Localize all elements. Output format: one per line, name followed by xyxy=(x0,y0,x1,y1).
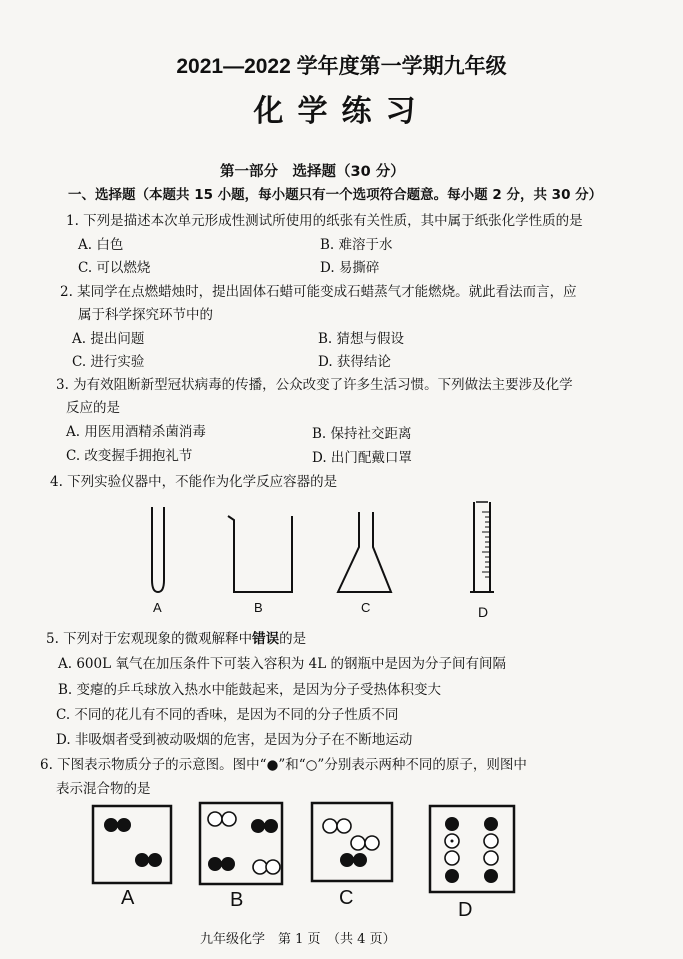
option-b: B. 变瘪的乒乓球放入热水中能鼓起来，是因为分子受热体积变大 xyxy=(58,682,442,698)
option-b: B. 难溶于水 xyxy=(320,237,393,253)
question-stem-cont: 反应的是 xyxy=(66,400,120,416)
question-stem: 1. 下列是描述本次单元形成性测试所使用的纸张有关性质，其中属于纸张化学性质的是 xyxy=(66,213,583,229)
part-title: 第一部分 选择题（30 分） xyxy=(220,164,405,180)
question-stem: 2. 某同学在点燃蜡烛时，提出固体石蜡可能变成石蜡蒸气才能燃烧。就此看法而言，应 xyxy=(60,284,577,300)
page-footer: 九年级化学 第 1 页 （共 4 页） xyxy=(200,932,396,947)
question-stem: 4. 下列实验仪器中，不能作为化学反应容器的是 xyxy=(50,474,338,490)
option-c: C. 可以燃烧 xyxy=(78,260,151,276)
figure-label-a: A xyxy=(121,887,135,909)
option-d: D. 非吸烟者受到被动吸烟的危害，是因为分子在不断地运动 xyxy=(56,732,413,748)
question-stem: 3. 为有效阻断新型冠状病毒的传播，公众改变了许多生活习惯。下列做法主要涉及化学 xyxy=(56,377,573,393)
option-b: B. 保持社交距离 xyxy=(312,426,412,442)
option-a: A. 600L 氧气在加压条件下可装入容积为 4L 的钢瓶中是因为分子间有间隔 xyxy=(58,656,506,672)
figure-label-b: B xyxy=(254,600,263,615)
filled-atom-icon xyxy=(104,818,162,867)
figure-label-c: C xyxy=(339,887,354,909)
question-stem-prefix: 5. 下列对于宏观现象的微观解释中 xyxy=(46,631,253,647)
figure-label-b: B xyxy=(230,889,244,911)
exam-header: 2021—2022 学年度第一学期九年级 xyxy=(176,55,507,78)
figure-label-d: D xyxy=(458,899,473,921)
question-stem-cont: 表示混合物的是 xyxy=(56,781,151,797)
figure-label-d: D xyxy=(478,604,489,620)
option-a: A. 白色 xyxy=(78,237,124,253)
option-b: B. 猜想与假设 xyxy=(318,331,405,347)
option-c: C. 改变握手拥抱礼节 xyxy=(66,448,193,464)
option-a: A. 用医用酒精杀菌消毒 xyxy=(66,424,206,440)
option-c: C. 进行实验 xyxy=(72,354,145,370)
question-stem-cont: 属于科学探究环节中的 xyxy=(78,307,213,323)
exam-title: 化学练习 xyxy=(253,94,430,129)
figure-label-c: C xyxy=(361,600,371,615)
option-c: C. 不同的花儿有不同的香味，是因为不同的分子性质不同 xyxy=(56,707,399,723)
question-stem-emphasis: 错误 xyxy=(252,631,280,647)
figure-label-a: A xyxy=(153,600,162,615)
option-a: A. 提出问题 xyxy=(72,331,145,347)
option-d: D. 出门配戴口罩 xyxy=(312,450,412,466)
question-stem-suffix: 的是 xyxy=(279,631,307,647)
molecule-box-d xyxy=(430,806,514,892)
section-instructions: 一、选择题（本题共 15 小题，每小题只有一个选项符合题意。每小题 2 分，共 30 分） xyxy=(68,187,603,203)
option-d: D. 易撕碎 xyxy=(320,260,380,276)
option-d: D. 获得结论 xyxy=(318,354,391,370)
molecule-box-a xyxy=(93,806,171,883)
question-stem: 6. 下图表示物质分子的示意图。图中“●”和“○”分别表示两种不同的原子，则图中 xyxy=(40,757,527,773)
